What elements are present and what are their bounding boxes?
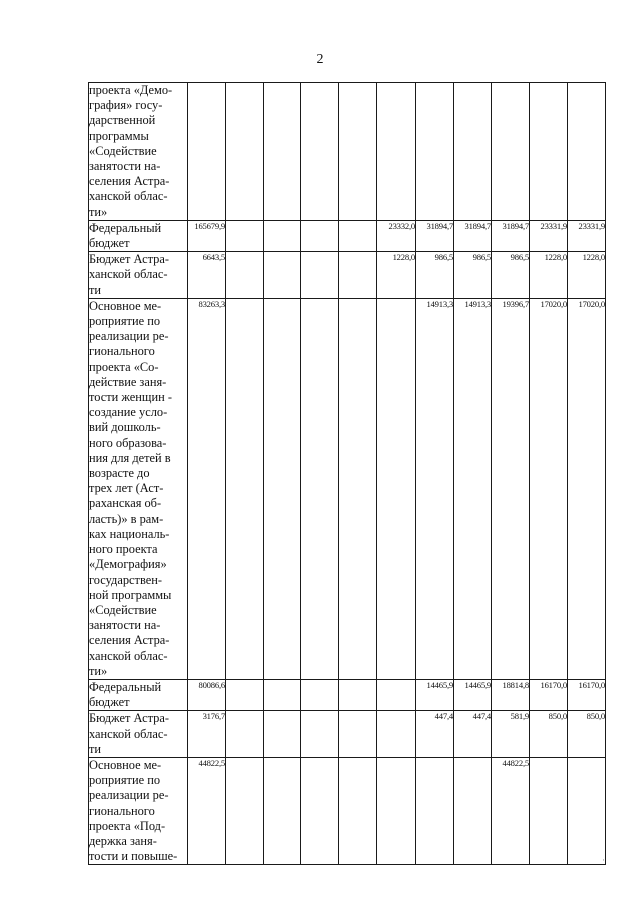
table-cell [301,679,339,710]
table-cell: 16170,0 [530,679,568,710]
table-cell [530,83,568,221]
table-cell [339,83,377,221]
page-number: 2 [316,52,324,67]
table-cell: 80086,6 [188,679,226,710]
row-label: Основное ме- роприятие по реализации ре- гионального проекта «Со- действие заня- тости женщин - создание усло- вий дошколь- ного образова- ния для детей в возрасте до трех лет (Аст- раханская об- ласть)» в рам- ках националь- ного проекта «Демография» государствен- ной программы «Содействие занятости на- селения Астра- ханской облас- ти» [89,298,188,679]
table-cell: 850,0 [530,711,568,758]
table-cell [339,757,377,864]
table-row [89,679,606,710]
table-cell [226,298,264,679]
table-cell: 44822,5 [492,757,530,864]
table-row [89,83,606,221]
table-cell [377,298,416,679]
table-cell: 14465,9 [416,679,454,710]
table-cell [377,757,416,864]
budget-table [88,82,606,865]
table-cell: 23332,0 [377,220,416,251]
table-cell: 31894,7 [454,220,492,251]
table-cell: 1228,0 [568,252,606,299]
row-label: Федеральный бюджет [89,679,188,710]
table-cell: 986,5 [492,252,530,299]
table-cell [454,757,492,864]
table-cell: 23331,9 [568,220,606,251]
table-cell: 23331,9 [530,220,568,251]
table-cell: 447,4 [454,711,492,758]
table-cell [264,220,301,251]
scan-mark: · [602,855,605,865]
table-cell [339,252,377,299]
table-cell: 44822,5 [188,757,226,864]
table-cell: 3176,7 [188,711,226,758]
table-cell: 19396,7 [492,298,530,679]
row-label: Бюджет Астра- ханской облас- ти [89,252,188,299]
table-cell [339,679,377,710]
table-cell [416,83,454,221]
table-row [89,711,606,758]
table-cell [339,298,377,679]
table-cell: 14465,9 [454,679,492,710]
table-cell: 17020,0 [530,298,568,679]
table-cell: 986,5 [454,252,492,299]
table-row [89,298,606,679]
table-cell [226,679,264,710]
table-cell [301,711,339,758]
table-cell [226,83,264,221]
table-row [89,252,606,299]
table-cell [264,298,301,679]
table-cell [377,711,416,758]
table-cell [377,83,416,221]
table-cell [377,679,416,710]
table-cell [301,298,339,679]
table-cell: 31894,7 [492,220,530,251]
table-cell: 83263,3 [188,298,226,679]
table-cell [339,711,377,758]
table-cell [416,757,454,864]
budget-table-body [89,83,606,865]
table-cell [226,757,264,864]
table-cell: 1228,0 [377,252,416,299]
table-cell: 31894,7 [416,220,454,251]
table-cell [530,757,568,864]
table-cell [339,220,377,251]
table-cell [301,220,339,251]
table-cell [226,252,264,299]
table-cell: 1228,0 [530,252,568,299]
table-cell [264,252,301,299]
table-row [89,757,606,864]
table-row [89,220,606,251]
table-cell: 447,4 [416,711,454,758]
row-label: проекта «Демо- графия» госу- дарственной программы «Содействие занятости на- селения Астра- ханской облас- ти» [89,83,188,221]
table-cell [264,679,301,710]
table-cell [568,83,606,221]
table-cell: 17020,0 [568,298,606,679]
table-cell [301,757,339,864]
row-label: Бюджет Астра- ханской облас- ти [89,711,188,758]
table-cell [264,711,301,758]
table-cell [301,252,339,299]
row-label: Федеральный бюджет [89,220,188,251]
table-cell [226,220,264,251]
table-cell [301,83,339,221]
row-label: Основное ме- роприятие по реализации ре- гионального проекта «Под- держка заня- тости и повыше- [89,757,188,864]
table-cell [568,757,606,864]
table-cell: 16170,0 [568,679,606,710]
table-cell: 14913,3 [454,298,492,679]
table-cell [264,83,301,221]
table-cell [454,83,492,221]
table-cell: 14913,3 [416,298,454,679]
table-cell: 165679,9 [188,220,226,251]
table-cell: 986,5 [416,252,454,299]
table-cell: 581,9 [492,711,530,758]
table-cell [188,83,226,221]
table-cell: 850,0 [568,711,606,758]
table-cell: 6643,5 [188,252,226,299]
table-cell [264,757,301,864]
table-cell [226,711,264,758]
table-cell [492,83,530,221]
table-cell: 18814,8 [492,679,530,710]
